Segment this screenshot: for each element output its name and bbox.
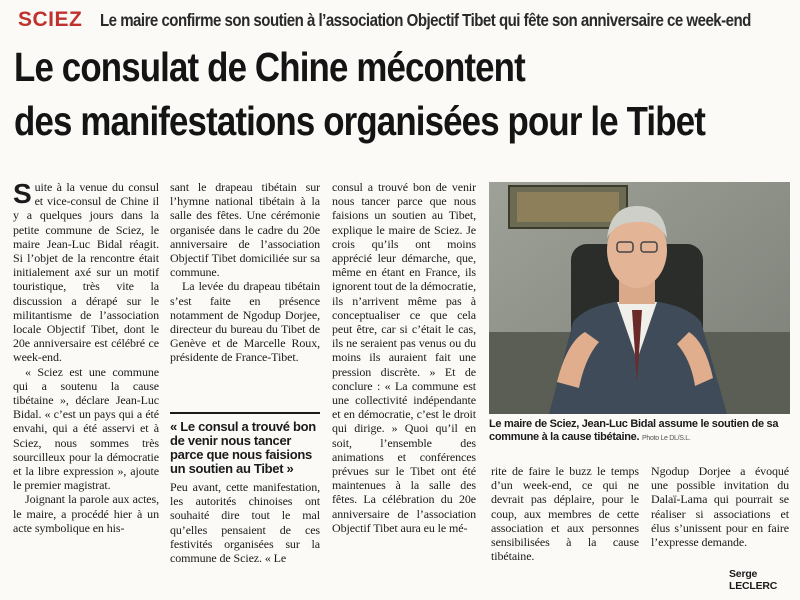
- pull-quote: « Le consul a trouvé bon de venir nous tancer parce que nous faisions un soutien au Tibet »: [170, 412, 320, 476]
- article-column-3: [332, 180, 476, 535]
- kicker-text: Le maire confirme son soutien à l’association Objectif Tibet qui fête son anniversaire ce week-end: [100, 9, 752, 30]
- photo-credit: Photo Le DL/S.L.: [642, 435, 691, 442]
- caption-text: Le maire de Sciez, Jean-Luc Bidal assume le soutien de sa commune à la cause tibétaine.: [489, 418, 779, 443]
- mayor-photo-illustration: [489, 182, 790, 414]
- article-paragraph: Ngodup Dorjee a évoqué une possible invitation du Dalaï-Lama qui pourrait se réaliser si associations et élus s’unissent pour en faire l’expresse demande.: [651, 464, 789, 550]
- article-paragraph: La levée du drapeau tibétain s’est faite en présence notamment de Ngodup Dorjee, directeur du bureau du Tibet de Genève et de Marcelle Roux, présidente de France-Tibet.: [170, 279, 320, 365]
- photo-caption: [489, 418, 789, 445]
- mayor-photo: [489, 182, 790, 414]
- byline: Serge LECLERC: [729, 568, 778, 592]
- section-label: SCIEZ: [18, 8, 83, 31]
- article-column-2-continued: [170, 480, 320, 565]
- article-paragraph: sant le drapeau tibétain sur l’hymne national tibétain à la salle des fêtes. Une cérémonie organisée dans le cadre du 20e anniversaire de l’association Objectif Tibet domiciliée sur sa commune.: [170, 180, 320, 280]
- article-column-2: [170, 180, 320, 365]
- headline: [14, 40, 800, 148]
- article-column-1: [13, 180, 159, 535]
- headline-line-1: Le consulat de Chine mécontent: [14, 44, 525, 90]
- article-paragraph: [13, 180, 159, 365]
- article-column-5: [651, 464, 789, 549]
- article-paragraph: Peu avant, cette manifestation, les autorités chinoises ont souhaité dire tout le mal qu’elles pensaient de ces festivités organisées sur la commune de Sciez. « Le: [170, 480, 320, 566]
- article-text: uite à la venue du consul et vice-consul de Chine il y a quelques jours dans la petite commune de Sciez, le maire Jean-Luc Bidal réagit. Si l’objet de la rencontre était initialement axé sur un motif touristique, très vite la discussion a dérapé sur le militantisme de l’association locale Objectif Tibet, dont le 20e anniversaire est célébré ce week-end.: [13, 180, 159, 365]
- article-paragraph: consul a trouvé bon de venir nous tancer parce que nous faisions un soutien au Tibet, explique le maire de Sciez. Je crois qu’ils ont moins apprécié leur démarche, que, même en étant en France, ils ignorent tout de la démocratie, ils n’arrivent même pas à conceptualiser ce que cela peut être, car si c’était le cas, ils ne seraient pas venus ou du moins ils auraient fait une pression discrète. » Et de conclure : « La commune est une collectivité indépendante et en démocratie, c’est le droit qui dirige. » Quoi qu’il en soit, l’ensemble des animations et conférences prévues sur le Tibet ont été maintenues à la salle des fêtes. La célébration du 20e anniversaire de l’association Objectif Tibet aura eu le mé-: [332, 180, 476, 535]
- article-column-4: [491, 464, 639, 563]
- headline-line-2: des manifestations organisées pour le Tibet: [14, 98, 705, 144]
- article-paragraph: « Sciez est une commune qui a soutenu la cause tibétaine », déclare Jean-Luc Bidal. « c’est un pays qui a été envahi, qui a été asservi et à Sciez, nous sommes très sourcilleux pour la démocratie et la libre expression », ajoute le premier magistrat.: [13, 364, 159, 493]
- section-kicker: [18, 6, 788, 34]
- article-paragraph: rite de faire le buzz le temps d’un week-end, ce qui ne devrait pas déplaire, pour le coup, aux membres de cette association et aux personnes sensibilisées à la cause tibétaine.: [491, 464, 639, 564]
- article-paragraph: Joignant la parole aux actes, le maire, a procédé hier à un acte symbolique en his-: [13, 492, 159, 535]
- drop-cap: S: [13, 178, 32, 209]
